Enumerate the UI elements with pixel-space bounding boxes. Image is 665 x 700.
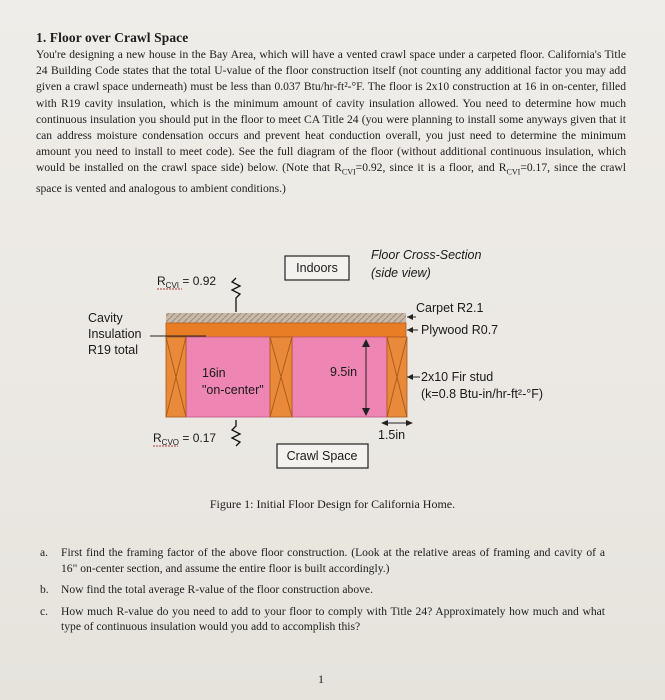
cavity-insulation-left [186, 337, 270, 417]
spacing-label-line1: 16in [202, 366, 226, 380]
question-label: b. [40, 583, 49, 596]
rcvi-label: $R_{CVI} = 0.92$ [157, 274, 217, 290]
question-label: a. [40, 546, 49, 559]
question-text: How much R-value do you need to add to your floor to comply with Title 24? Approximately how much and what type of continuous insulation would you add to accomplish this? [61, 604, 605, 633]
indoors-label: Indoors [296, 261, 338, 275]
floor-cross-section-diagram [80, 240, 600, 480]
question-text: First find the framing factor of the above floor construction. (Look at the relative areas of framing and cavity of a 16" on-center section, and assume the entire floor is built accordingly.) [61, 546, 605, 575]
figure-caption: Figure 1: Initial Floor Design for California Home. [209, 497, 456, 511]
diagram-title: Floor Cross-Section [371, 248, 482, 262]
question-label: c. [40, 604, 49, 618]
diagram-subtitle: (side view) [371, 266, 431, 280]
problem-paragraph: You're designing a new house in the Bay Area, which will have a vented crawl space under a carpeted floor. California's Title 24 Building Code states that the total U-value of the floor construction itself (not counting any additional factor you may add given a crawl space underneath) must be less than 0.037 Btu/hr-ft²-°F. The floor is 2x10 construction at 16 in on-center, filled with R19 cavity insulation, which is the minimum amount of cavity insulation allowed. You need to determine how much continuous insulation you should put in the floor to meet CA Title 24 (you were planning to install some anyways given that it can address moisture condensation occurs and prevent heat conduction overall, you just need to determine the minimum amount you need to install to meet code). See the full diagram of the floor (without additional continuous insulation, which would be installed on the crawl space side) below. (Note that $R_{CVI}=0.92$, since it is a floor, and $R_{CVI}=0.17$, since the crawl space is vented and analogous to ambient conditions.) [36, 48, 627, 195]
rcvi-resistor-symbol [232, 278, 240, 312]
stud-left [166, 337, 186, 417]
width-label: 1.5in [378, 428, 406, 442]
stud-label-line1: 2x10 Fir stud [421, 370, 494, 384]
rcvo-label: $R_{CVO} = 0.17$ [153, 431, 217, 447]
cavity-label-line3: R19 total [88, 343, 139, 357]
page-number: 1 [318, 672, 324, 686]
cavity-label-line2: Insulation [88, 327, 142, 341]
question-item [40, 604, 605, 635]
problem-heading: 1. Floor over Crawl Space [36, 30, 189, 45]
question-item [40, 582, 605, 598]
spacing-label-line2: "on-center" [202, 383, 264, 397]
plywood-layer [166, 323, 406, 337]
plywood-label: Plywood R0.7 [421, 323, 499, 337]
depth-label: 9.5in [330, 365, 358, 379]
stud-right [387, 337, 407, 417]
rcvo-resistor-symbol [232, 420, 240, 446]
question-list [40, 545, 605, 641]
question-item [40, 545, 605, 576]
cavity-label-line1: Cavity [88, 311, 123, 325]
stud-middle [270, 337, 292, 417]
carpet-label: Carpet R2.1 [416, 301, 484, 315]
question-text: Now find the total average R-value of the floor construction above. [61, 583, 373, 596]
stud-label-line2: (k=0.8 Btu-in/hr-ft²-°F) [421, 387, 544, 401]
crawl-space-label: Crawl Space [286, 449, 358, 463]
carpet-layer [166, 313, 406, 323]
